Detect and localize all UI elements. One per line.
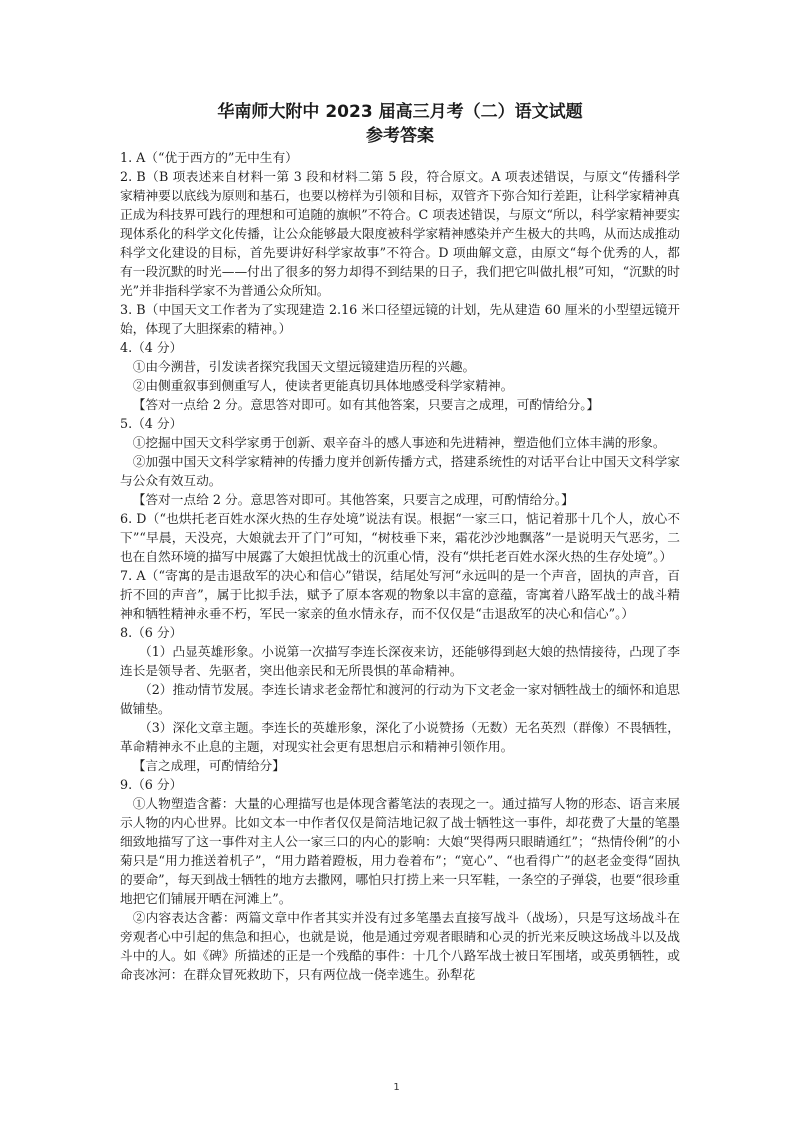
answer-paragraph-a6: 6. D（“也烘托老百姓水深火热的生存处境”说法有误。根据“一家三口，惦记着那十几个人，放心不下”“早晨，天没亮，大娘就去开了门”可知，“树枝垂下来，霜花沙沙地飘落”一是说明天气恶劣，二也在自然环境的描写中展露了大娘担忧战士的沉重心情，没有“烘托老百姓水深火热的生存处境”。） [120,511,680,564]
answer-paragraph-a4_1: ①由今溯昔，引发读者探究我国天文望远镜建造历程的兴趣。 [132,359,476,374]
answer-paragraph-a4: 4.（4 分） [120,340,183,355]
page-title: 华南师大附中 2023 届高三月考（二）语文试题 [217,102,583,122]
answer-paragraph-a5: 5.（4 分） [120,416,183,431]
answer-paragraph-a9_2: ②内容表达含蓄：两篇文章中作者其实并没有过多笔墨去直接写战斗（战场），只是写这场战斗在旁观者心中引起的焦急和担心，也就是说，他是通过旁观者眼睛和心灵的折光来反映这场战斗以及战斗中的人。如《碑》所描述的正是一个残酷的事件：十几个八路军战士被日军围堵，或英勇牺牲，或命丧冰河：在群众冒死救助下，只有两位战一侥幸逃生。孙犁花 [120,910,680,982]
page-number: 1 [393,1082,400,1093]
answer-paragraph-a1: 1. A（“优于西方的”无中生有） [120,150,298,165]
answer-paragraph-a5_n: 【答对一点给 2 分。意思答对即可。其他答案，只要言之成理，可酌情给分。】 [132,492,574,507]
answer-paragraph-a8: 8.（6 分） [120,625,183,640]
answer-paragraph-a9: 9.（6 分） [120,777,183,792]
answer-paragraph-a8_1: （1）凸显英雄形象。小说第一次描写李连长深夜来访，还能够得到赵大娘的热情接待，凸现了李连长是领导者、先驱者，突出他亲民和无所畏惧的革命精神。 [120,644,680,678]
answer-paragraph-a8_n: 【言之成理，可酌情给分】 [132,758,285,773]
answer-paragraph-a8_2: （2）推动情节发展。李连长请求老金帮忙和渡河的行动为下文老金一家对牺牲战士的缅怀和追思做铺垫。 [120,682,680,716]
answer-paragraph-a8_3: （3）深化文章主题。李连长的英雄形象，深化了小说赞扬（无数）无名英烈（群像）不畏牺牲，革命精神永不止息的主题，对现实社会更有思想启示和精神引领作用。 [120,720,680,754]
answer-paragraph-a5_1: ①挖掘中国天文科学家勇于创新、艰辛奋斗的感人事迹和先进精神，塑造他们立体丰满的形象。 [132,435,666,450]
answer-paragraph-a4_n: 【答对一点给 2 分。意思答对即可。如有其他答案，只要言之成理，可酌情给分。】 [132,397,600,412]
page-subtitle: 参考答案 [366,126,434,146]
answer-paragraph-a7: 7. A（“寄寓的是击退敌军的决心和信心”错误，结尾处写河“永远叫的是一个声音，固执的声音，百折不回的声音”，属于比拟手法，赋予了原本客观的物象以丰富的意蕴，寄寓着八路军战士的战斗精神和牺牲精神永垂不朽，军民一家亲的鱼水情永存，而不仅仅是“击退敌军的决心和信心”。） [120,568,680,621]
answer-paragraph-a4_2: ②由侧重叙事到侧重写人，使读者更能真切具体地感受科学家精神。 [132,378,514,393]
answer-paragraph-a5_2: ②加强中国天文科学家精神的传播力度并创新传播方式，搭建系统性的对话平台让中国天文科学家与公众有效互动。 [120,454,680,488]
answer-paragraph-a2: 2. B（B 项表述来自材料一第 3 段和材料二第 5 段，符合原文。A 项表述错误，与原文“传播科学家精神要以底线为原则和基石，也要以榜样为引领和目标，双管齐下弥合知行差距，让科学家精神真正成为科技界可践行的理想和可追随的旗帜”不符合。C 项表述错误，与原文“所以，科学家精神要实现体系化的科学文化传播，让公众能够最大限度被科学家精神感染并产生极大的共鸣，从而达成推动科学文化建设的目标，首先要讲好科学家故事”不符合。D 项曲解文意，由原文“每个优秀的人，都有一段沉默的时光——付出了很多的努力却得不到结果的日子，我们把它叫做扎根”可知，“沉默的时光”并非指科学家不为普通公众所知。 [120,169,680,298]
answer-body [120,148,680,984]
answer-paragraph-a9_1: ①人物塑造含蓄：大量的心理描写也是体现含蓄笔法的表现之一。通过描写人物的形态、语言来展示人物的内心世界。比如文本一中作者仅仅是简洁地记叙了战士牺牲这一事件，却花费了大量的笔墨细致地描写了这一事件对主人公一家三口的内心的影响：大娘“哭得两只眼睛通红”；“热情伶俐”的小菊只是“用力推送着机子”，“用力踏着蹬板，用力卷着布”；“宽心”、“也看得广”的赵老金变得“固执的要命”，每天到战士牺牲的地方去撒网，哪怕只打捞上来一只军鞋，一条空的子弹袋，也要“很珍重地把它们铺展开晒在河滩上”。 [120,796,680,906]
answer-paragraph-a3: 3. B（中国天文工作者为了实现建造 2.16 米口径望远镜的计划，先从建造 60 厘米的小型望远镜开始，体现了大胆探索的精神。） [120,302,680,336]
answer-content [120,100,680,984]
